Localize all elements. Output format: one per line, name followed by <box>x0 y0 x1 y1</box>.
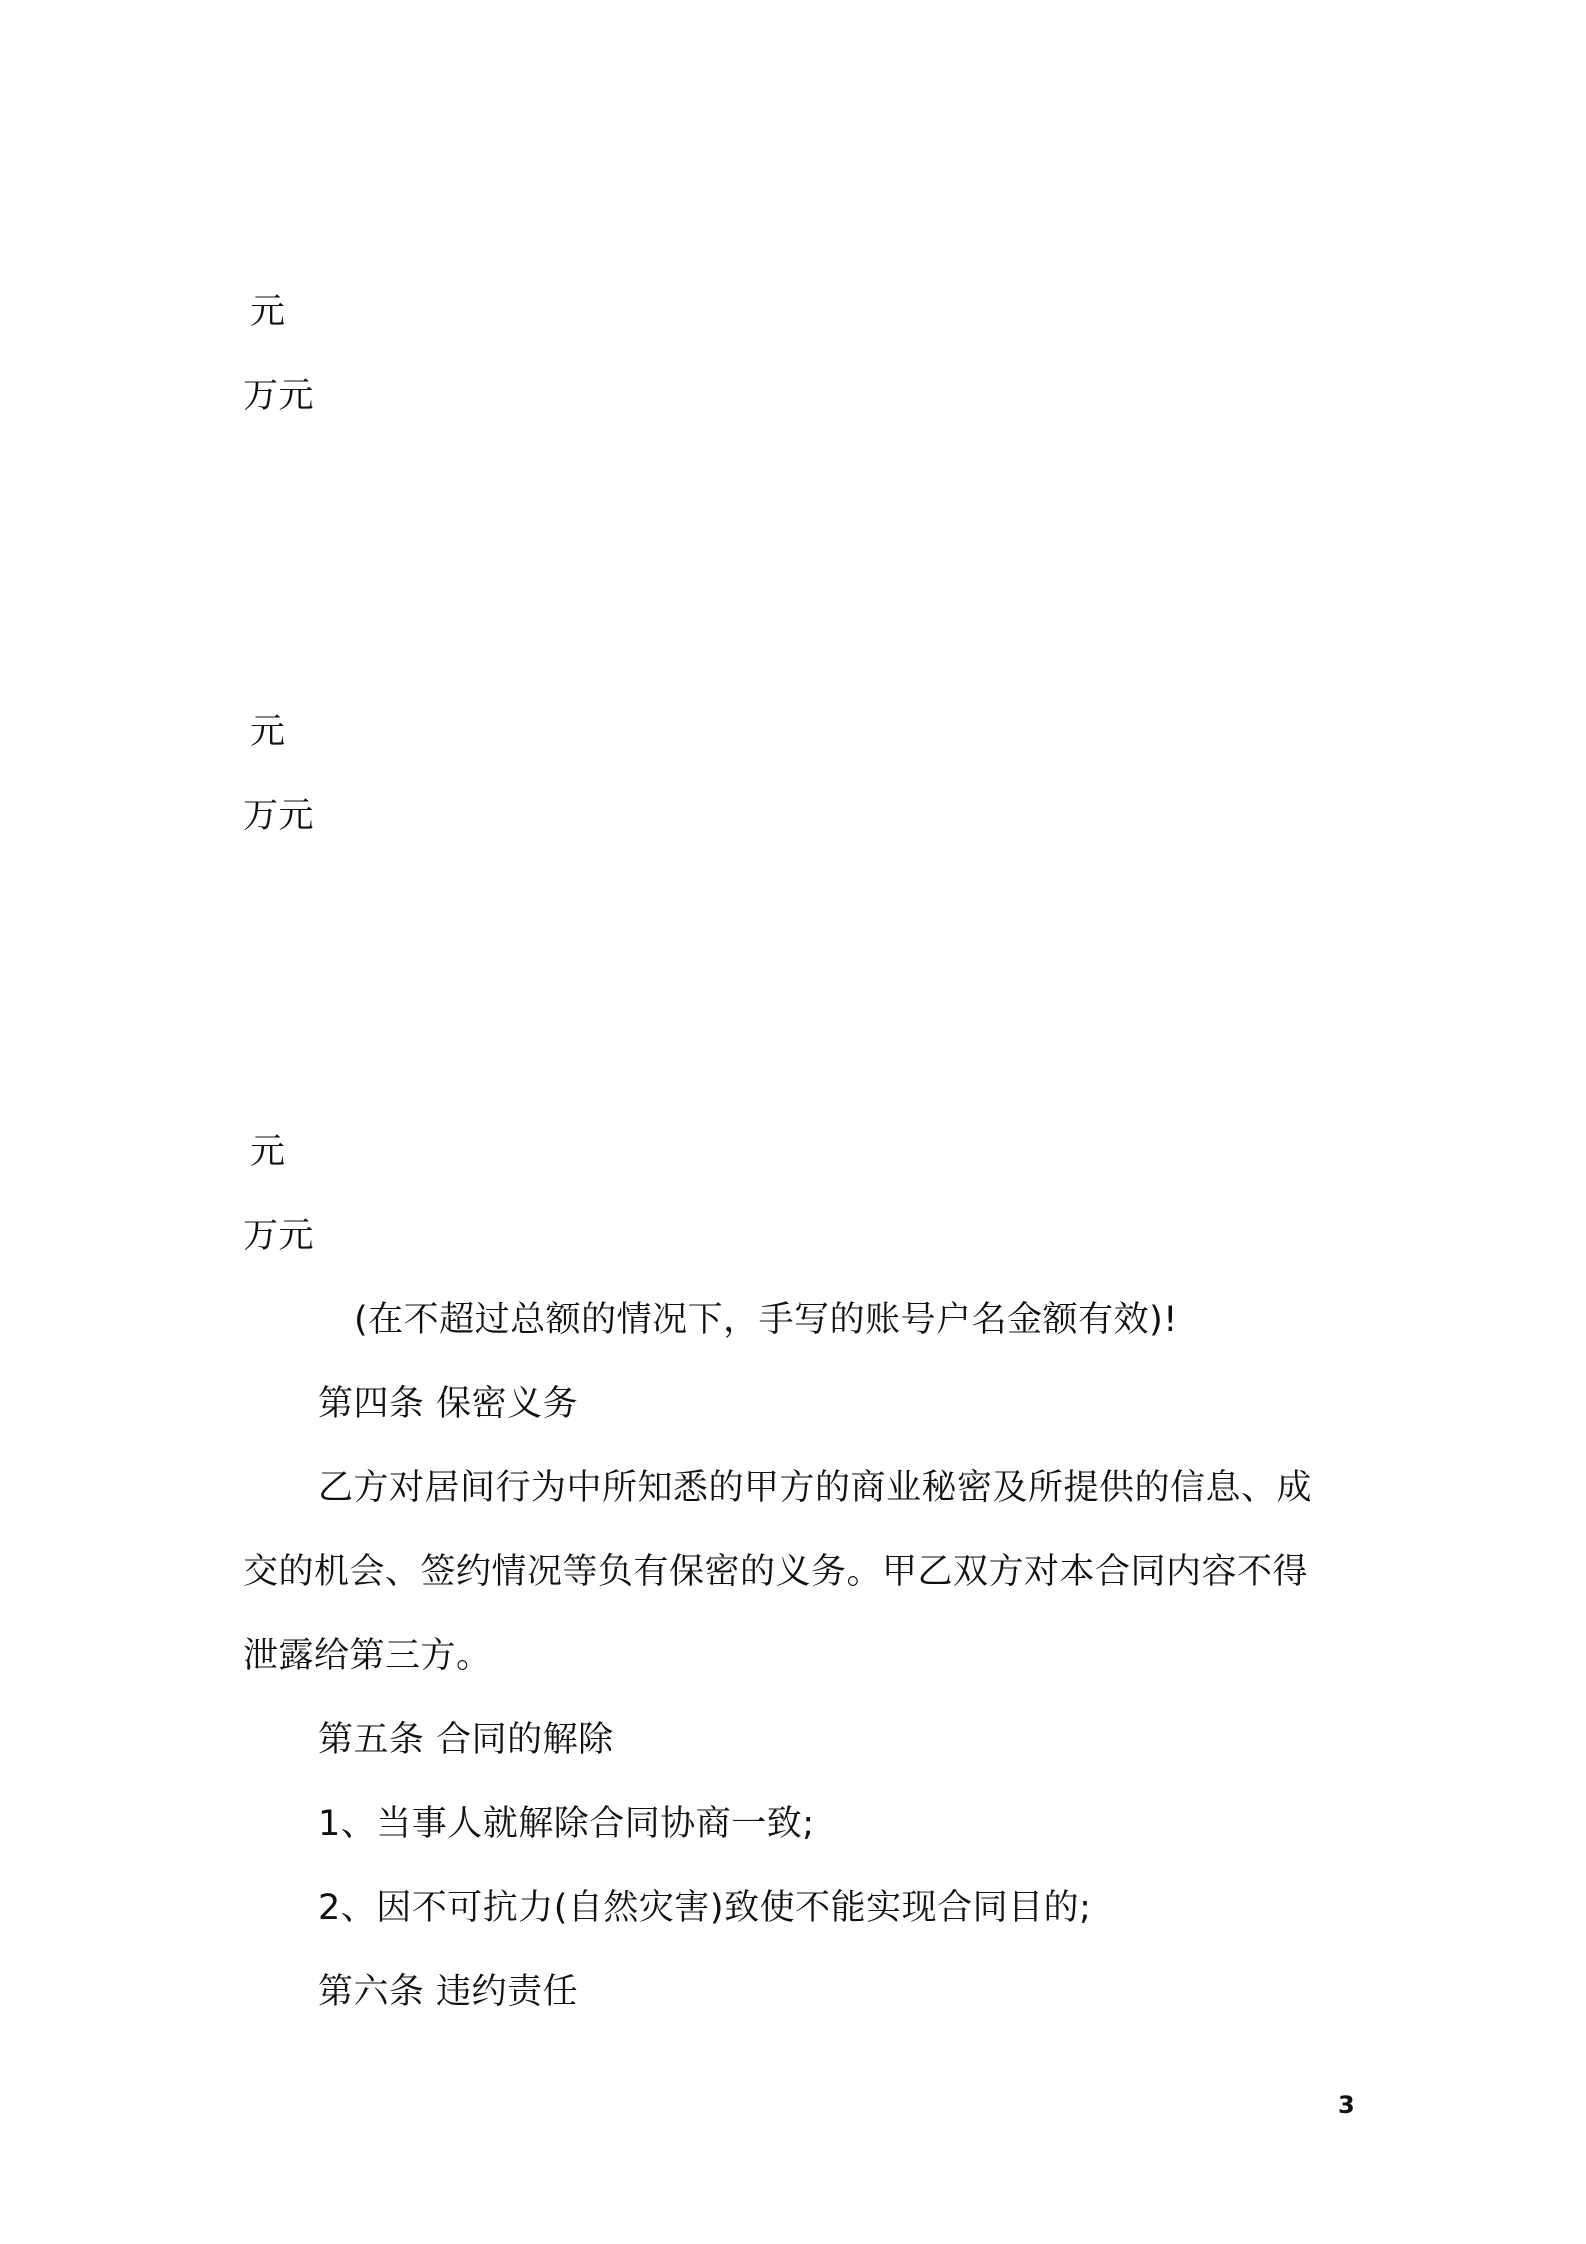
article-5-heading: 第五条 合同的解除 <box>318 1720 614 1760</box>
unit-wanyuan-2: 万元 <box>243 796 315 836</box>
unit-yuan-2: 元 <box>250 712 286 752</box>
article-4-line-1: 乙方对居间行为中所知悉的甲方的商业秘密及所提供的信息、成 <box>318 1468 1313 1508</box>
article-5-item-2: 2、因不可抗力(自然灾害)致使不能实现合同目的; <box>318 1888 1092 1928</box>
page-number: 3 <box>1338 2091 1355 2119</box>
handwritten-validity-note: (在不超过总额的情况下，手写的账号户名金额有效)! <box>354 1300 1178 1340</box>
article-4-line-3: 泄露给第三方。 <box>243 1636 492 1676</box>
unit-yuan-1: 元 <box>250 292 286 332</box>
article-6-heading: 第六条 违约责任 <box>318 1972 579 2012</box>
article-4-line-2: 交的机会、签约情况等负有保密的义务。甲乙双方对本合同内容不得 <box>243 1552 1309 1592</box>
article-5-item-1: 1、当事人就解除合同协商一致; <box>318 1804 815 1844</box>
unit-wanyuan-3: 万元 <box>243 1216 315 1256</box>
unit-wanyuan-1: 万元 <box>243 376 315 416</box>
unit-yuan-3: 元 <box>250 1132 286 1172</box>
article-4-heading: 第四条 保密义务 <box>318 1384 579 1424</box>
